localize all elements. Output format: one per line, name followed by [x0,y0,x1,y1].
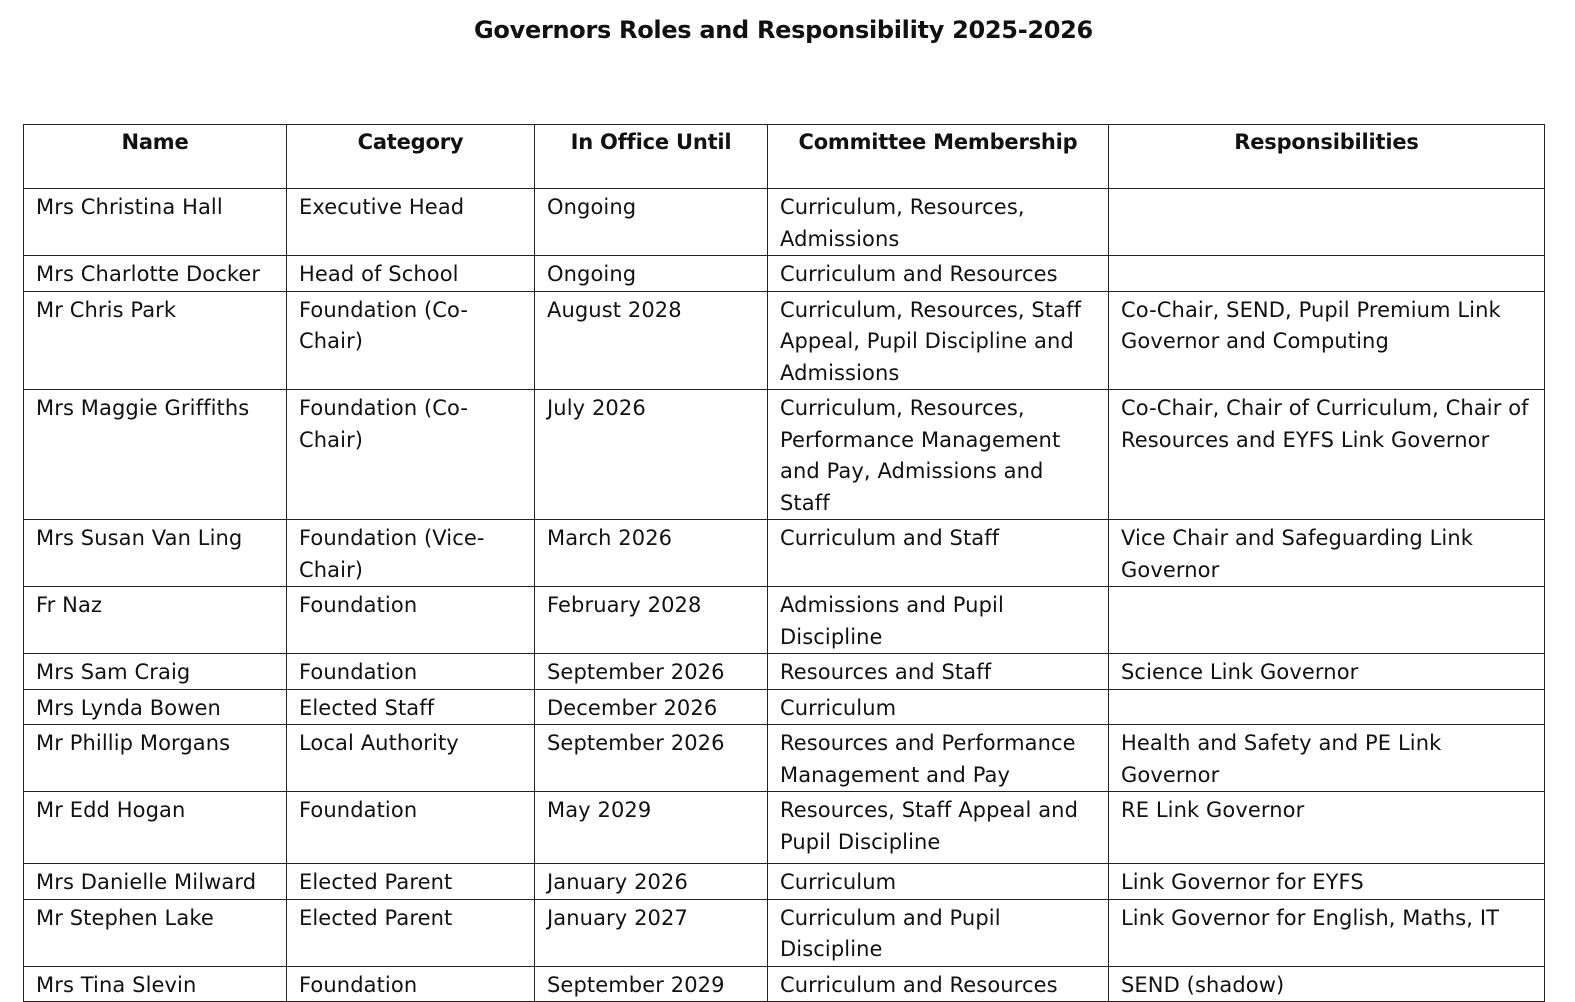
cell-name: Mrs Sam Craig [24,654,287,690]
table-row [24,189,1545,256]
cell-responsibilities [1109,256,1545,292]
table-row [24,899,1545,966]
cell-name: Mrs Maggie Griffiths [24,390,287,520]
cell-office: May 2029 [535,792,768,864]
cell-office: September 2026 [535,725,768,792]
cell-committee: Resources and Staff [768,654,1109,690]
cell-office: Ongoing [535,256,768,292]
cell-committee: Curriculum [768,864,1109,900]
cell-office: March 2026 [535,520,768,587]
cell-committee: Curriculum and Staff [768,520,1109,587]
cell-responsibilities [1109,587,1545,654]
header-responsibilities: Responsibilities [1109,125,1545,189]
table-row [24,291,1545,390]
table-row [24,256,1545,292]
table-row [24,587,1545,654]
cell-category: Local Authority [287,725,535,792]
table-row [24,725,1545,792]
cell-office: Ongoing [535,189,768,256]
cell-category: Elected Parent [287,899,535,966]
cell-category: Foundation [287,792,535,864]
cell-responsibilities: Vice Chair and Safeguarding Link Governor [1109,520,1545,587]
table-row [24,520,1545,587]
table-row [24,966,1545,1002]
cell-responsibilities: Co-Chair, Chair of Curriculum, Chair of Resources and EYFS Link Governor [1109,390,1545,520]
cell-category: Elected Staff [287,689,535,725]
cell-office: February 2028 [535,587,768,654]
cell-committee: Curriculum, Resources, Admissions [768,189,1109,256]
cell-committee: Resources, Staff Appeal and Pupil Discipline [768,792,1109,864]
document-title: Governors Roles and Responsibility 2025-2026 [474,16,1093,44]
cell-responsibilities: Link Governor for EYFS [1109,864,1545,900]
cell-committee: Resources and Performance Management and Pay [768,725,1109,792]
cell-office: December 2026 [535,689,768,725]
cell-responsibilities: SEND (shadow) [1109,966,1545,1002]
cell-office: August 2028 [535,291,768,390]
cell-committee: Curriculum and Resources [768,966,1109,1002]
cell-committee: Curriculum, Resources, Staff Appeal, Pupil Discipline and Admissions [768,291,1109,390]
cell-responsibilities [1109,689,1545,725]
cell-name: Mr Chris Park [24,291,287,390]
cell-committee: Curriculum, Resources, Performance Management and Pay, Admissions and Staff [768,390,1109,520]
cell-committee: Curriculum and Pupil Discipline [768,899,1109,966]
cell-name: Mr Stephen Lake [24,899,287,966]
cell-name: Mrs Danielle Milward [24,864,287,900]
cell-responsibilities [1109,189,1545,256]
cell-name: Mr Edd Hogan [24,792,287,864]
cell-committee: Admissions and Pupil Discipline [768,587,1109,654]
table-row [24,792,1545,864]
cell-responsibilities: RE Link Governor [1109,792,1545,864]
table-row [24,689,1545,725]
table-row [24,864,1545,900]
header-category: Category [287,125,535,189]
cell-office: January 2027 [535,899,768,966]
governors-table [23,124,1545,1002]
cell-name: Mrs Tina Slevin [24,966,287,1002]
cell-category: Foundation [287,654,535,690]
table-header-row [24,125,1545,189]
cell-office: July 2026 [535,390,768,520]
cell-committee: Curriculum [768,689,1109,725]
cell-category: Foundation (Co-Chair) [287,291,535,390]
cell-responsibilities: Co-Chair, SEND, Pupil Premium Link Governor and Computing [1109,291,1545,390]
cell-name: Mrs Lynda Bowen [24,689,287,725]
header-name: Name [24,125,287,189]
cell-office: September 2026 [535,654,768,690]
cell-name: Mrs Christina Hall [24,189,287,256]
header-committee-membership: Committee Membership [768,125,1109,189]
cell-category: Head of School [287,256,535,292]
cell-category: Elected Parent [287,864,535,900]
cell-name: Mrs Charlotte Docker [24,256,287,292]
cell-responsibilities: Link Governor for English, Maths, IT [1109,899,1545,966]
cell-committee: Curriculum and Resources [768,256,1109,292]
cell-responsibilities: Health and Safety and PE Link Governor [1109,725,1545,792]
header-in-office-until: In Office Until [535,125,768,189]
cell-responsibilities: Science Link Governor [1109,654,1545,690]
cell-category: Foundation [287,966,535,1002]
cell-category: Foundation (Co-Chair) [287,390,535,520]
cell-office: September 2029 [535,966,768,1002]
cell-category: Foundation (Vice-Chair) [287,520,535,587]
cell-name: Fr Naz [24,587,287,654]
cell-category: Executive Head [287,189,535,256]
cell-name: Mr Phillip Morgans [24,725,287,792]
table-row [24,654,1545,690]
cell-name: Mrs Susan Van Ling [24,520,287,587]
table-row [24,390,1545,520]
cell-office: January 2026 [535,864,768,900]
cell-category: Foundation [287,587,535,654]
